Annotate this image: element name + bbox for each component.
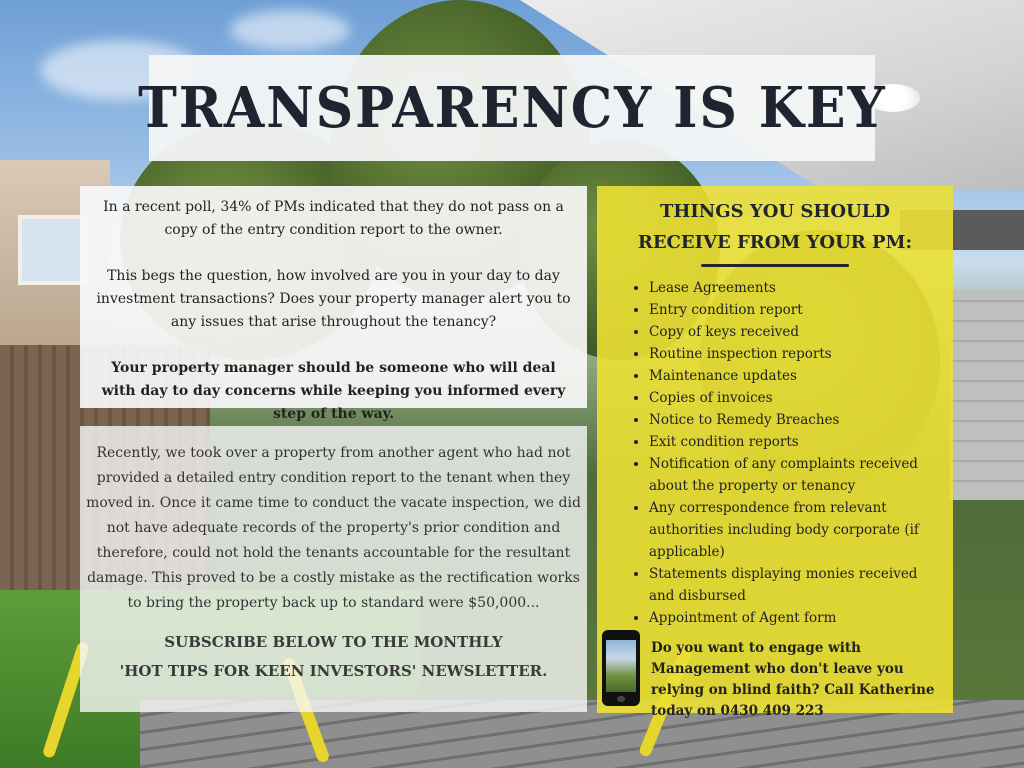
subscribe-callout <box>86 628 581 686</box>
list-item: • Lease Agreements <box>649 277 939 299</box>
list-item: • Routine inspection reports <box>649 343 939 365</box>
call-to-action <box>602 630 948 719</box>
list-item: • Maintenance updates <box>649 365 939 387</box>
title-banner <box>137 55 887 161</box>
page-title: TRANSPARENCY IS KEY <box>137 75 887 141</box>
intro-paragraph-question: This begs the question, how involved are you in your day to day investment transactions? Does your property manager alert you to any issues that arise throughout the tenancy? <box>96 268 571 330</box>
subscribe-line-1: SUBSCRIBE BELOW TO THE MONTHLY <box>164 633 503 651</box>
list-item: • Notification of any complaints received about the property or tenancy <box>649 453 939 497</box>
story-panel <box>80 426 587 712</box>
list-item: • Entry condition report <box>649 299 939 321</box>
list-item: • Any correspondence from relevant authorities including body corporate (if applicable) <box>649 497 939 563</box>
story-paragraph: Recently, we took over a property from another agent who had not provided a detailed entry condition report to the tenant when they moved in. Once it came time to conduct the vacate inspection, we did not have adequate records of the property's prior condition and therefore, could not hold the tenants accountable for the resultant damage. This proved to be a costly mistake as the rectification works to bring the property back up to standard were $50,000... <box>86 445 581 611</box>
heading-divider <box>701 264 849 267</box>
cta-text: Do you want to engage with Management who don't leave you relying on blind faith? Call Katherine today on 0430 409 223 <box>651 640 935 719</box>
smartphone-icon <box>602 630 640 706</box>
checklist-panel <box>597 186 953 719</box>
list-item: • Statements displaying monies received and disbursed <box>649 563 939 607</box>
list-item: • Copy of keys received <box>649 321 939 343</box>
list-item: • Notice to Remedy Breaches <box>649 409 939 431</box>
list-item: • Exit condition reports <box>649 431 939 453</box>
list-item: • Copies of invoices <box>649 387 939 409</box>
intro-paragraph-conclusion: Your property manager should be someone who will deal with day to day concerns while keeping you informed every step of the way. <box>101 360 566 422</box>
checklist-heading: THINGS YOU SHOULD RECEIVE FROM YOUR PM: <box>637 201 913 253</box>
checklist <box>611 277 939 629</box>
intro-panel <box>80 186 587 422</box>
list-item: • Appointment of Agent form <box>649 607 939 629</box>
intro-paragraph-poll: In a recent poll, 34% of PMs indicated that they do not pass on a copy of the entry condition report to the owner. <box>103 199 564 238</box>
subscribe-line-2: 'HOT TIPS FOR KEEN INVESTORS' NEWSLETTER. <box>119 662 548 680</box>
